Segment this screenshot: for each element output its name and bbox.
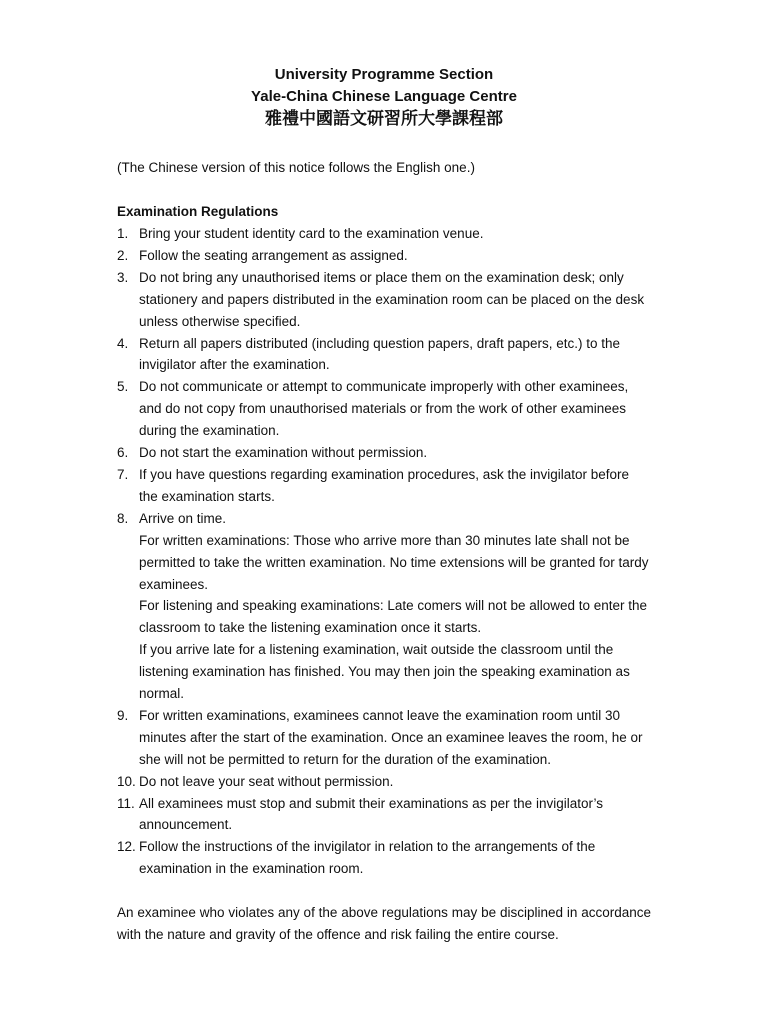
header-chinese-name: 雅禮中國語文研習所大學課程部 [265, 109, 503, 129]
header-centre-name: Yale-China Chinese Language Centre [251, 88, 517, 105]
regulation-text: If you have questions regarding examination procedures, ask the invigilator before the examination starts. [139, 466, 630, 504]
regulation-number: 10. [117, 773, 136, 789]
regulation-number: 7. [117, 466, 129, 482]
regulation-item [117, 245, 651, 267]
regulation-item [117, 705, 651, 771]
regulation-number: 8. [117, 510, 129, 526]
regulation-text: Bring your student identity card to the examination venue. [139, 226, 484, 241]
regulation-item [117, 771, 651, 793]
regulation-item [117, 442, 651, 464]
regulation-number: 4. [117, 335, 129, 351]
regulation-item [117, 793, 651, 837]
regulation-text: Do not start the examination without permission. [139, 445, 428, 461]
regulation-item [117, 508, 651, 705]
section-title: Examination Regulations [117, 204, 279, 219]
regulation-text: Do not leave your seat without permission. [139, 773, 394, 789]
regulation-number: 11. [117, 795, 135, 811]
closing-paragraph: An examinee who violates any of the above regulations may be disciplined in accordance with the nature and gravity of the offence and risk failing the entire course. [117, 905, 651, 943]
regulation-item [117, 836, 651, 880]
regulation-item [117, 376, 651, 442]
regulation-item [117, 223, 651, 245]
regulation-text: Do not communicate or attempt to communicate improperly with other examinees, and do not copy from unauthorised materials or from the work of other examinees during the examination. [139, 379, 629, 439]
regulation-text: Arrive on time. [139, 510, 227, 526]
regulation-subparagraph: If you arrive late for a listening examination, wait outside the classroom until the listening examination has finished. You may then join the speaking examination as normal. [139, 642, 630, 702]
regulation-subparagraph: For listening and speaking examinations: Late comers will not be allowed to enter the classroom to take the listening examination once it starts. [139, 598, 648, 636]
regulation-text: Follow the seating arrangement as assigned. [139, 247, 408, 263]
regulation-text: All examinees must stop and submit their examinations as per the invigilator’s announcement. [139, 795, 603, 833]
language-note: (The Chinese version of this notice follows the English one.) [117, 160, 475, 175]
regulation-subparagraph: For written examinations: Those who arrive more than 30 minutes late shall not be permitted to take the written examination. No time extensions will be granted for tardy examinees. [139, 532, 649, 592]
document-header [117, 64, 651, 130]
regulation-number: 6. [117, 445, 129, 461]
header-section-name: University Programme Section [274, 66, 494, 83]
regulation-text: Do not bring any unauthorised items or place them on the examination desk; only stationery and papers distributed in the examination room can be placed on the desk unless otherwise specified. [139, 269, 645, 329]
regulation-item [117, 333, 651, 377]
regulation-text: For written examinations, examinees cannot leave the examination room until 30 minutes after the start of the examination. Once an examinee leaves the room, he or she will not be permitted to return for the duration of the examination. [139, 707, 643, 767]
regulations-list [117, 223, 651, 880]
regulation-number: 1. [117, 226, 129, 241]
regulation-item [117, 267, 651, 333]
regulation-text: Follow the instructions of the invigilator in relation to the arrangements of the examination in the examination room. [139, 839, 596, 877]
regulation-item [117, 464, 651, 508]
regulation-number: 12. [117, 839, 136, 855]
regulation-number: 5. [117, 379, 129, 395]
regulation-number: 9. [117, 707, 129, 723]
regulation-text: Return all papers distributed (including question papers, draft papers, etc.) to the invigilator after the examination. [139, 335, 621, 373]
regulation-number: 2. [117, 247, 129, 263]
regulation-number: 3. [117, 269, 129, 285]
